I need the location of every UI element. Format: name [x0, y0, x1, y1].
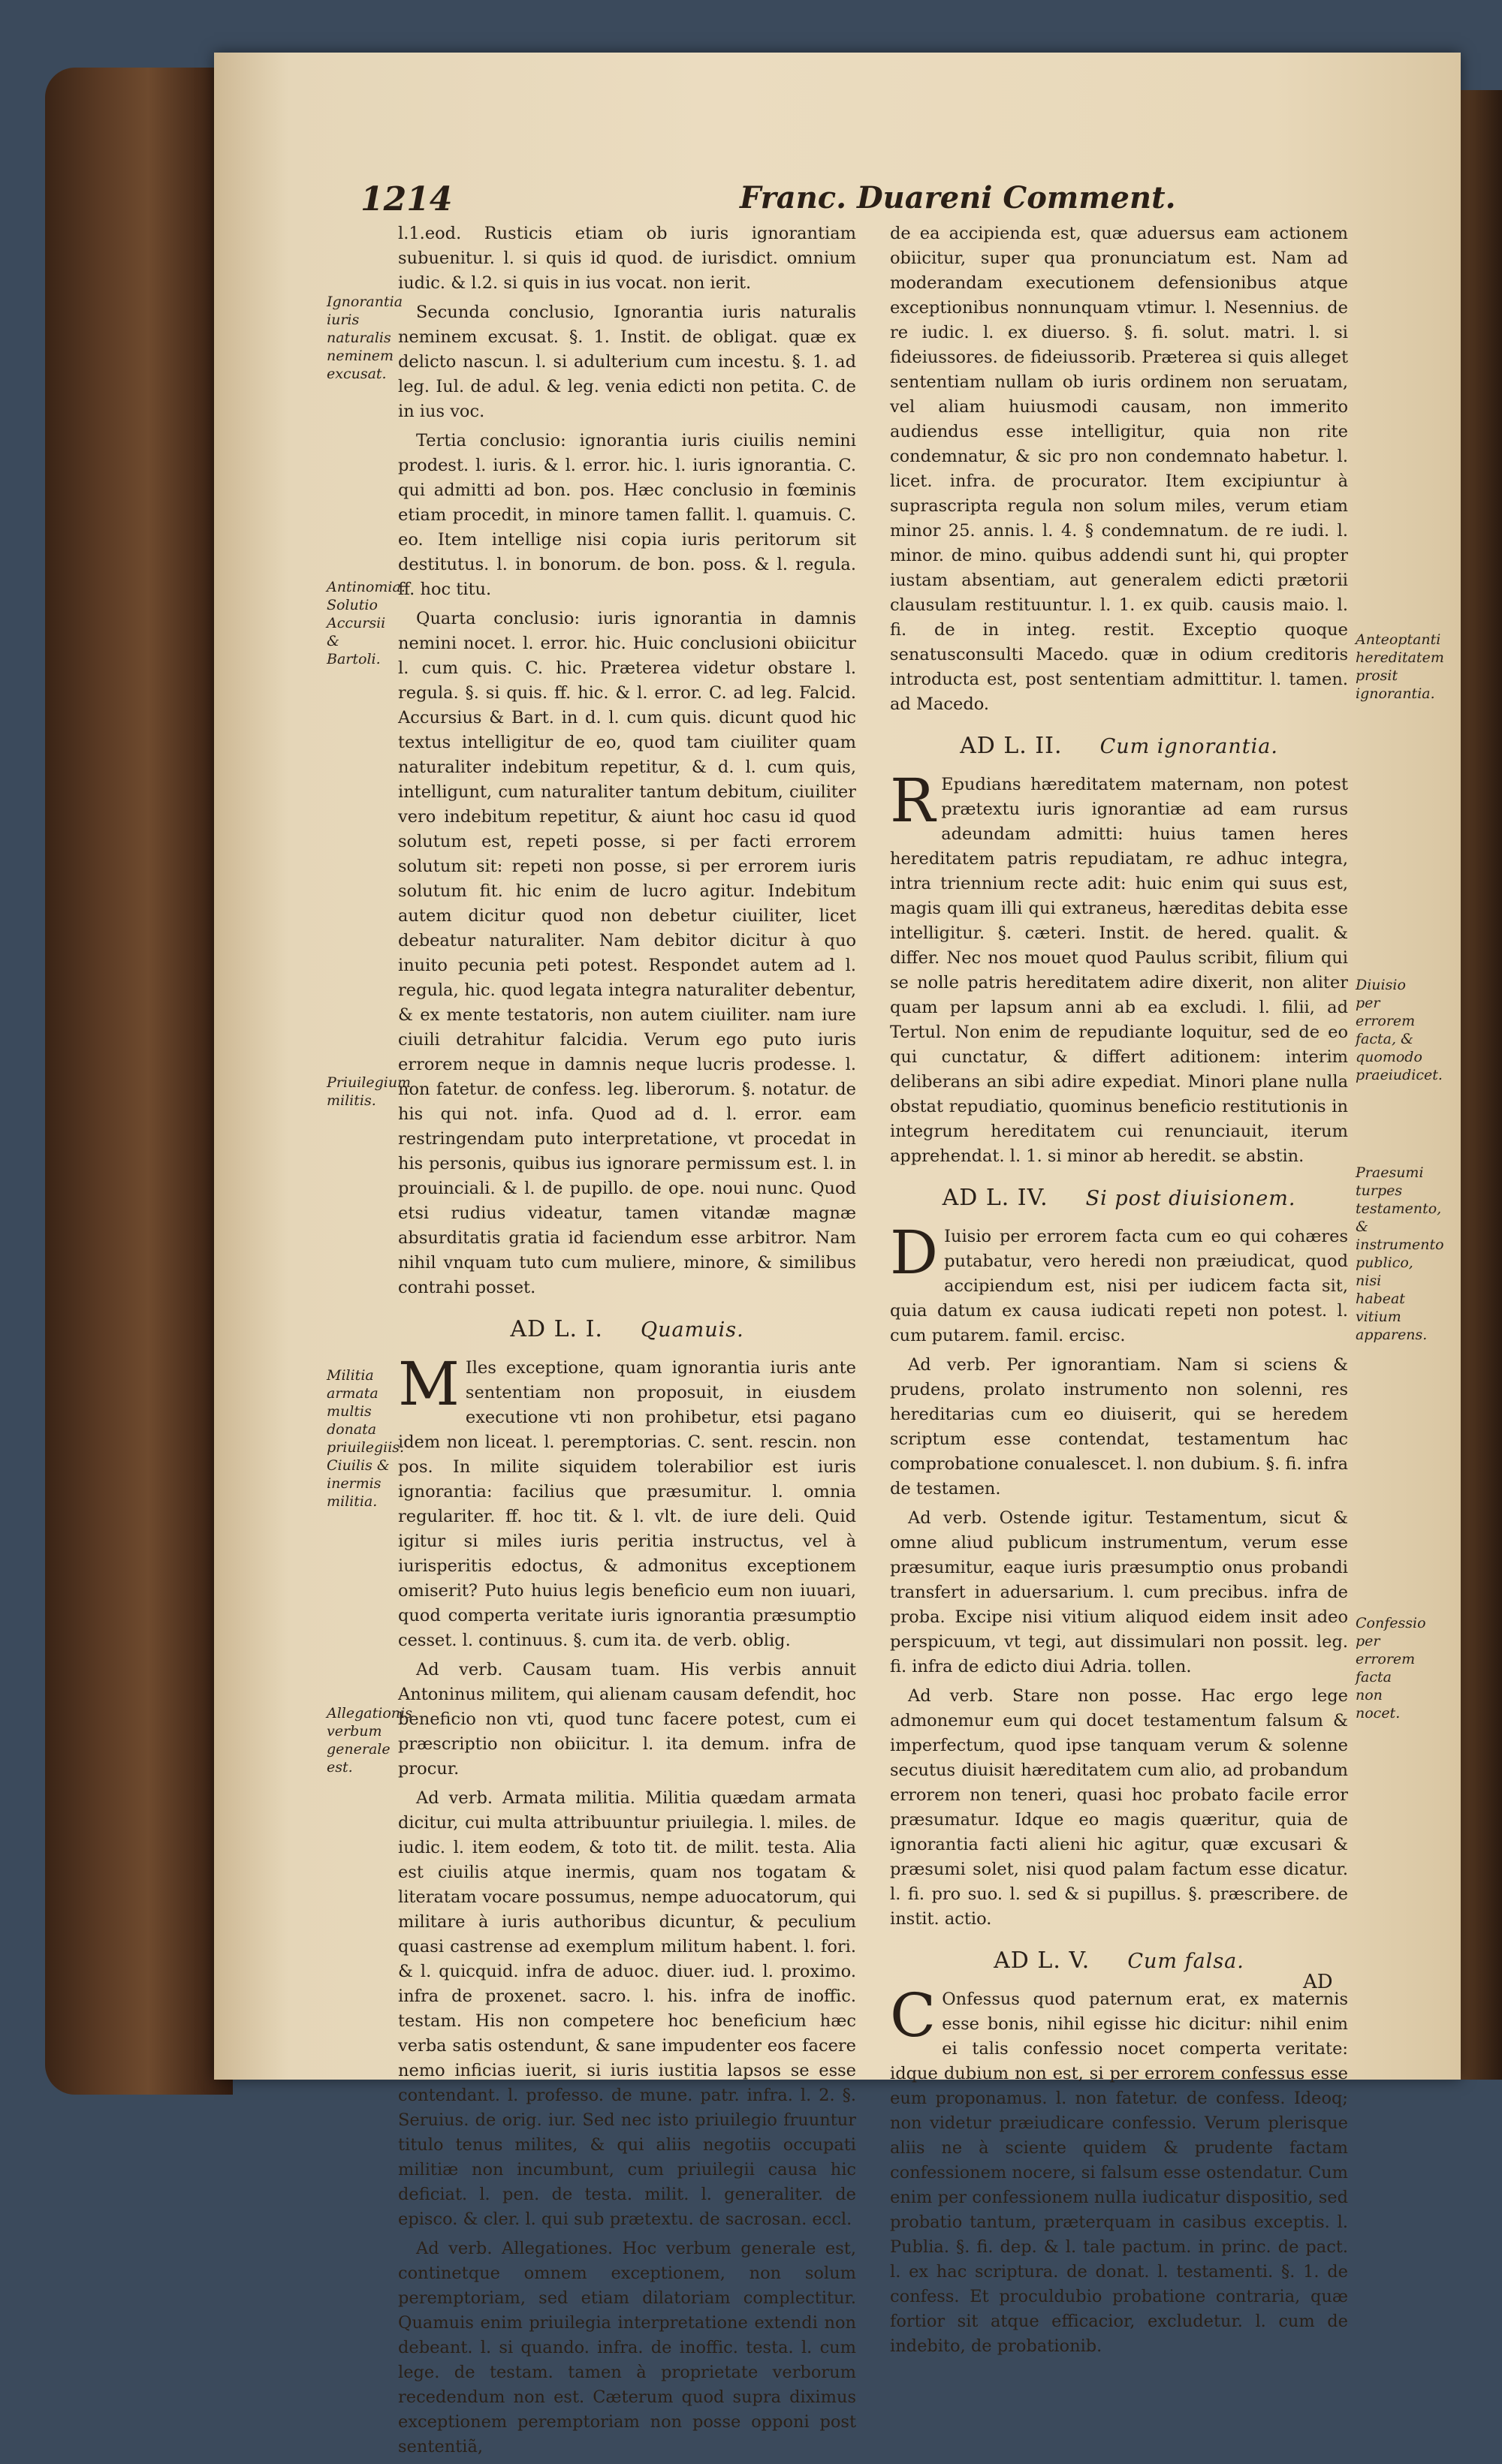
page-number: 1214 — [360, 180, 453, 218]
section-heading — [890, 733, 1348, 759]
margin-note-right: Praesumi turpes testamento, & instrumento publico, nisi habeat vitium apparens. — [1356, 1164, 1444, 1343]
drop-capital: R — [890, 766, 936, 836]
section-label: AD L. V. — [994, 1947, 1090, 1974]
book-edge — [45, 68, 233, 2095]
paragraph: Ad verb. Per ignorantiam. Nam si sciens & prudens, prolato instrumento non solenni, res hereditarias cum eo diuiserit, qui se heredem scriptum esse contendat, testamentum hac comprobatione conualescet. l. non dubium. §. fi. infra de testamen. — [890, 1355, 1348, 1499]
section-heading — [890, 1185, 1348, 1211]
section-heading — [890, 1948, 1348, 1974]
section-heading — [398, 1317, 856, 1342]
paragraph: Ad verb. Armata militia. Militia quædam armata dicitur, cui multa attribuuntur priuilegia. l. miles. de iudic. l. item eodem, & toto tit. de milit. testa. Alia est ciuilis atque inermis, quam nos togatam & literatam vocare possumus, nempe aduocatorum, qui militare à iuris authoribus dicuntur, & peculium quasi castrense ad exemplum militum habent. l. fori. & l. quicquid. infra de aduoc. diuer. iud. l. proximo. infra de proxenet. sacro. l. his. infra de inoffic. testam. His non competere hoc beneficium hæc verba satis ostendunt, & sane impudenter eos facere nemo inficias iuerit, si iuris iustitia lapsos se esse contendant. l. professo. de mune. patr. infra. l. 2. §. Seruius. de orig. iur. Sed nec isto priuilegio fruuntur titulo tenus milites, & qui aliis negotiis occupati militiæ non incumbunt, cum priuilegii causa hic deficiat. l. pen. de testa. milit. l. generaliter. de episco. & cler. l. qui sub prætextu. de sacrosan. eccl. — [398, 1788, 856, 2229]
paragraph: Ad verb. Causam tuam. His verbis annuit Antoninus militem, qui alienam causam defendit, hoc beneficio non vti, quod tunc facere potest, cum ei præscriptio non obiicitur. l. ita demum. infra de procur. — [398, 1660, 856, 1779]
running-title: Franc. Duareni Comment. — [740, 180, 1176, 215]
margin-note-left: Militia armata multis donata priuilegiis. Ciuilis & inermis militia. — [327, 1367, 405, 1510]
paragraph: l.1.eod. Rusticis etiam ob iuris ignorantiam subuenitur. l. si quis id quod. de iurisdict. omnium iudic. & l.2. si quis in ius vocat. non ierit. — [398, 224, 856, 293]
margin-note-left: Antinomia. Solutio Accursii & Bartoli. — [327, 579, 406, 667]
paragraph: Ad verb. Allegationes. Hoc verbum generale est, continetque omnem exceptionem, non solum peremptoriam, sed etiam dilatoriam complectitur. Quamuis enim priuilegia interpretatione extendi non debeant. l. si quando. infra. de inoffic. testa. l. cum lege. de testam. tamen à proprietate verborum recedendum non est. Cæterum quod supra diximus exceptionem peremptoriam non posse opponi post sententiã, — [398, 2239, 856, 2456]
book-page — [214, 53, 1461, 2456]
section-label: AD L. I. — [510, 1316, 603, 1342]
paragraph: M Iles exceptione, quam ignorantia iuris ante sententiam non proposuit, in eiusdem executione vti non prohibetur, etsi pagano idem non liceat. l. peremptorias. C. sent. rescin. non pos. In milite siquidem tolerabilior est iuris ignorantia: facilius que præsumitur. l. omnia regulariter. ff. hoc tit. & l. vlt. de iure deli. Quid igitur si miles iuris peritia instructus, vel à iurisperitis edoctus, & admonitus exceptionem omiserit? Puto huius legis beneficio eum non iuuari, quod comperta veritate iuris ignorantia præsumptio cesset. l. continuus. §. cum ita. de verb. oblig. — [398, 1349, 856, 1650]
section-label: AD L. IV. — [942, 1185, 1048, 1211]
paragraph: Tertia conclusio: ignorantia iuris ciuilis nemini prodest. l. iuris. & l. error. hic. l. iuris ignorantia. C. qui admitti ad bon. pos. Hæc conclusio in fœminis etiam procedit, in minore tamen fallit. l. quamuis. C. eo. Item intellige nisi copia iuris peritorum sit destitutus. l. in bonorum. de bon. poss. & l. regula. ff. hoc titu. — [398, 431, 856, 599]
catchword: AD — [1303, 1971, 1333, 1993]
section-lemma: Quamuis. — [640, 1318, 744, 1342]
paragraph: Quarta conclusio: iuris ignorantia in damnis nemini nocet. l. error. hic. Huic conclusioni obiicitur l. cum quis. C. hic. Præterea videtur obstare l. regula. §. si quis. ff. hic. & l. error. C. ad leg. Falcid. Accursius & Bart. in d. l. cum quis. dicunt quod hic textus intelligitur de eo, quod tam ciuiliter quam naturaliter indebitum repetitur, & d. l. cum quis, intelligunt, cum naturaliter tantum debitum, ciuiliter vero indebitum repetitur, & aiunt hoc casu id quod solutum est, repeti posse, si per facti errorem solutum sit: repeti non posse, si per errorem iuris solutum fit. hic enim de lucro agitur. Indebitum autem dicitur quod non debetur ciuiliter, licet debeatur naturaliter. Nam debitor dicitur à quo inuito pecunia peti potest. Respondet autem ad l. regula, hic. quod legata integra naturaliter debentur, & ex mente testatoris, non autem ciuiliter. nam iure ciuili detrahitur falcidia. Verum ego puto iuris errorem neque in damnis neque lucris prodesse. l. non fatetur. de confess. leg. liberorum. §. notatur. de his qui not. infa. Quod ad d. l. error. eam restringendam puto interpretatione, vt procedat in his personis, quibus ius ignorare permissum est. l. in prouinciali. & l. de pupillo. de ope. noui nunc. Quod etsi rudius videatur, tamen vitandæ magnæ absurditatis gratia id faciendum esse arbitror. Nam nihil vnquam tuto cum muliere, minore, & similibus contrahi posset. — [398, 609, 856, 1297]
left-column — [398, 221, 856, 2464]
paragraph: D Iuisio per errorem facta cum eo qui cohæres putabatur, vero heredi non præiudicat, quod accipiendum est, nisi per iudicem facta sit, quia datum ex causa iudicati repeti non potest. l. cum putarem. famil. ercisc. — [890, 1218, 1348, 1345]
drop-capital: M — [398, 1349, 460, 1419]
margin-note-left: Ignorantia iuris naturalis neminem excusat. — [327, 294, 403, 382]
paragraph: Secunda conclusio, Ignorantia iuris naturalis neminem excusat. §. 1. Instit. de obligat. quæ ex delicto nascun. l. si adulterium cum incestu. §. 1. ad leg. Iul. de adul. & leg. venia edicti non petita. C. de in ius voc. — [398, 303, 856, 421]
paragraph: de ea accipienda est, quæ aduersus eam actionem obiicitur, super qua pronunciatum est. Nam ad moderandam executionem defensionibus atque exceptionibus nonnunquam vtimur. l. Nesennius. de re iudic. l. ex diuerso. §. fi. solut. matri. l. si fideiussores. de fideiussorib. Præterea si quis alleget sententiam nullam ob iuris ordinem non seruatam, vel aliam huiusmodi causam, non immerito audiendus esse intelligitur, quia non rite condemnatur, & sic pro non condemnato habetur. l. licet. infra. de procurator. Item excipiuntur à suprascripta regula non solum miles, verum etiam minor 25. annis. l. 4. § condemnatum. de re iudi. l. minor. de mino. quibus addendi sunt hi, qui propter iustam absentiam, aut generalem edicti prætorii clausulam restituuntur. l. 1. ex quib. causis maio. l. fi. de in integ. restit. Exceptio quoque senatusconsulti Macedo. quæ in odium creditoris introducta est, post sententiam admittitur. l. tamen. ad Macedo. — [890, 224, 1348, 714]
margin-note-right: Diuisio per errorem facta, & quomodo praeiudicet. — [1356, 977, 1443, 1083]
right-column — [890, 221, 1348, 2363]
paragraph: C Onfessus quod paternum erat, ex maternis esse bonis, nihil egisse hic dicitur: nihil enim ei talis confessio nocet comperta veritate: idque dubium non est, si per errorem confessus esse eum proponamus. l. non fatetur. de confess. Ideoq; non videtur præiudicare confessio. Verum plerisque aliis ne à sciente quidem & prudente factam confessionem nocere, si falsum esse ostendatur. Cum enim per confessionem nulla iudicatur dispositio, sed probatio tantum, præterquam in casibus exceptis. l. Publia. §. fi. dep. & l. tale pactum. in princ. de pact. l. ex hac scriptura. de donat. l. testamenti. §. 1. de confess. Et proculdubio probatione contraria, quæ fortior sit atque efficacior, excludetur. l. cum de indebito, de probationib. — [890, 1981, 1348, 2356]
section-lemma: Cum ignorantia. — [1099, 735, 1278, 758]
drop-capital: D — [890, 1218, 939, 1288]
section-label: AD L. II. — [960, 733, 1063, 759]
margin-note-right: Confessio per errorem facta non nocet. — [1356, 1615, 1426, 1721]
paragraph: Ad verb. Stare non posse. Hac ergo lege admonemur eum qui docet testamentum falsum & imperfectum, quod ipse tanquam verum & solenne secutus diuisit hæreditatem cum alio, ad probandum errorem non teneri, quasi hoc probato facile error præsumatur. Idque eo magis quæritur, quia de ignorantia facti alieni hic agitur, quæ excusari & præsumi solet, nisi quod palam factum esse dicatur. l. fi. pro suo. l. sed & si pupillus. §. præscribere. de instit. actio. — [890, 1686, 1348, 1929]
margin-note-left: Allegationis verbum generale est. — [327, 1705, 412, 1776]
paragraph: Ad verb. Ostende igitur. Testamentum, sicut & omne aliud publicum instrumentum, verum esse præsumitur, eaque iuris præsumptio onus probandi transfert in aduersarium. l. cum precibus. infra de proba. Excipe nisi vitium aliquod eidem insit adeo perspicuum, vt tegi, aut dissimulari non possit. leg. fi. infra de edicto diui Adria. tollen. — [890, 1508, 1348, 1676]
margin-note-left: Priuilegium militis. — [327, 1074, 412, 1109]
drop-capital: C — [890, 1981, 936, 2050]
margin-note-right: Anteoptanti hereditatem prosit ignorantia. — [1356, 631, 1444, 702]
section-lemma: Si post diuisionem. — [1085, 1187, 1296, 1210]
paragraph: R Epudians hæreditatem maternam, non potest prætextu iuris ignorantiæ ad eam rursus adeundam admitti: huius tamen heres hereditatem patris repudiatam, re adhuc integra, intra triennium recte adit: huic enim qui suus est, magis quam illi qui extraneus, hæreditas debita esse intelligitur. §. cæteri. Instit. de hered. qualit. & differ. Nec nos mouet quod Paulus scribit, filium qui se nolle patris hereditatem adire dixerit, non aliter quam per lapsum anni ab ea excludi. l. filii, ad Tertul. Non enim de repudiante loquitur, sed de eo qui cunctatur, & differt aditionem: interim deliberans an sibi adire expediat. Minori plane nulla obstat repudiatio, quominus beneficio restitutionis in integrum hereditatem cui renunciauit, iterum apprehendat. l. 1. si minor ab heredit. se abstin. — [890, 766, 1348, 1166]
section-lemma: Cum falsa. — [1127, 1950, 1244, 1973]
facing-page-edge — [1461, 90, 1502, 2080]
